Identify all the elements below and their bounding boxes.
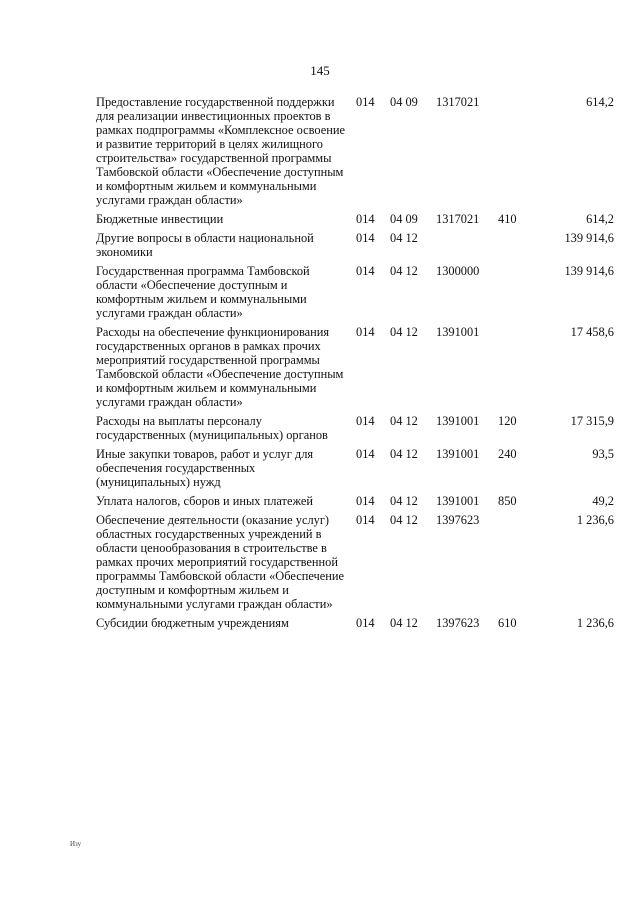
row-section-code: 04 12 (390, 513, 418, 527)
row-amount: 139 914,6 (564, 264, 614, 278)
table-row (96, 447, 614, 494)
row-target-code: 1391001 (436, 325, 480, 339)
row-name: Иные закупки товаров, работ и услуг для обеспечения государственных (муниципальных) нужд (96, 447, 314, 489)
row-amount: 1 236,6 (576, 513, 614, 527)
row-expense-type (498, 231, 538, 264)
row-amount: 17 315,9 (570, 414, 614, 428)
table-row (96, 325, 614, 414)
row-expense-type (498, 513, 538, 616)
table-row (96, 494, 614, 513)
row-target-code: 1317021 (436, 212, 480, 226)
page-number: 145 (310, 63, 330, 78)
row-amount: 17 458,6 (570, 325, 614, 339)
row-ministry-code: 014 (356, 513, 375, 527)
row-expense-type: 120 (498, 414, 517, 428)
row-amount: 139 914,6 (564, 231, 614, 245)
row-amount: 1 236,6 (576, 616, 614, 630)
row-section-code: 04 12 (390, 447, 418, 461)
row-amount: 614,2 (586, 95, 614, 109)
table-row (96, 513, 614, 616)
budget-table (96, 95, 614, 635)
row-target-code (436, 231, 498, 264)
row-expense-type (498, 264, 538, 325)
row-section-code: 04 12 (390, 494, 418, 508)
table-row (96, 264, 614, 325)
row-name: Обеспечение деятельности (оказание услуг) областных государственных учреждений в области ценообразования в строительстве в рамках прочих мероприятий государственной программы Тамбовской области «Обеспечение доступным и комфортным жильем и коммунальными услугами граждан области» (96, 513, 345, 611)
row-name: Субсидии бюджетным учреждениям (96, 616, 289, 630)
row-name: Уплата налогов, сборов и иных платежей (96, 494, 314, 508)
row-name: Государственная программа Тамбовской области «Обеспечение доступным и комфортным жильем и коммунальными услугами граждан области» (96, 264, 310, 320)
row-expense-type: 240 (498, 447, 517, 461)
row-target-code: 1397623 (436, 616, 480, 630)
row-name: Другие вопросы в области национальной экономики (96, 231, 314, 259)
row-ministry-code: 014 (356, 212, 375, 226)
row-section-code: 04 12 (390, 325, 418, 339)
footer-mark: Изу (70, 840, 82, 848)
row-amount: 93,5 (592, 447, 614, 461)
row-name: Расходы на обеспечение функционирования государственных органов в рамках прочих мероприятий государственной программы Тамбовской области «Обеспечение доступным и комфортным жильем и коммунальными услугами граждан области» (96, 325, 344, 409)
row-name: Предоставление государственной поддержки для реализации инвестиционных проектов в рамках подпрограммы «Комплексное освоение и развитие территорий в целях жилищного строительства» государственной программы Тамбовской области «Обеспечение доступным и комфортным жильем и коммунальными услугами граждан области» (96, 95, 345, 207)
row-section-code: 04 09 (390, 212, 418, 226)
row-ministry-code: 014 (356, 447, 375, 461)
row-expense-type (498, 95, 538, 212)
row-ministry-code: 014 (356, 494, 375, 508)
row-target-code: 1397623 (436, 513, 480, 527)
row-ministry-code: 014 (356, 616, 375, 630)
table-row (96, 616, 614, 635)
row-target-code: 1391001 (436, 494, 480, 508)
row-section-code: 04 12 (390, 231, 418, 245)
row-name: Расходы на выплаты персоналу государственных (муниципальных) органов (96, 414, 328, 442)
row-ministry-code: 014 (356, 231, 375, 245)
row-amount: 614,2 (586, 212, 614, 226)
table-row (96, 95, 614, 212)
row-section-code: 04 12 (390, 264, 418, 278)
row-expense-type: 850 (498, 494, 517, 508)
row-expense-type (498, 325, 538, 414)
row-expense-type: 410 (498, 212, 517, 226)
row-section-code: 04 12 (390, 616, 418, 630)
table-row (96, 231, 614, 264)
row-target-code: 1300000 (436, 264, 480, 278)
row-ministry-code: 014 (356, 414, 375, 428)
row-ministry-code: 014 (356, 95, 375, 109)
row-target-code: 1391001 (436, 414, 480, 428)
table-row (96, 212, 614, 231)
row-target-code: 1317021 (436, 95, 480, 109)
row-amount: 49,2 (592, 494, 614, 508)
row-name: Бюджетные инвестиции (96, 212, 224, 226)
row-target-code: 1391001 (436, 447, 480, 461)
row-expense-type: 610 (498, 616, 517, 630)
row-section-code: 04 12 (390, 414, 418, 428)
row-ministry-code: 014 (356, 325, 375, 339)
table-row (96, 414, 614, 447)
row-section-code: 04 09 (390, 95, 418, 109)
row-ministry-code: 014 (356, 264, 375, 278)
